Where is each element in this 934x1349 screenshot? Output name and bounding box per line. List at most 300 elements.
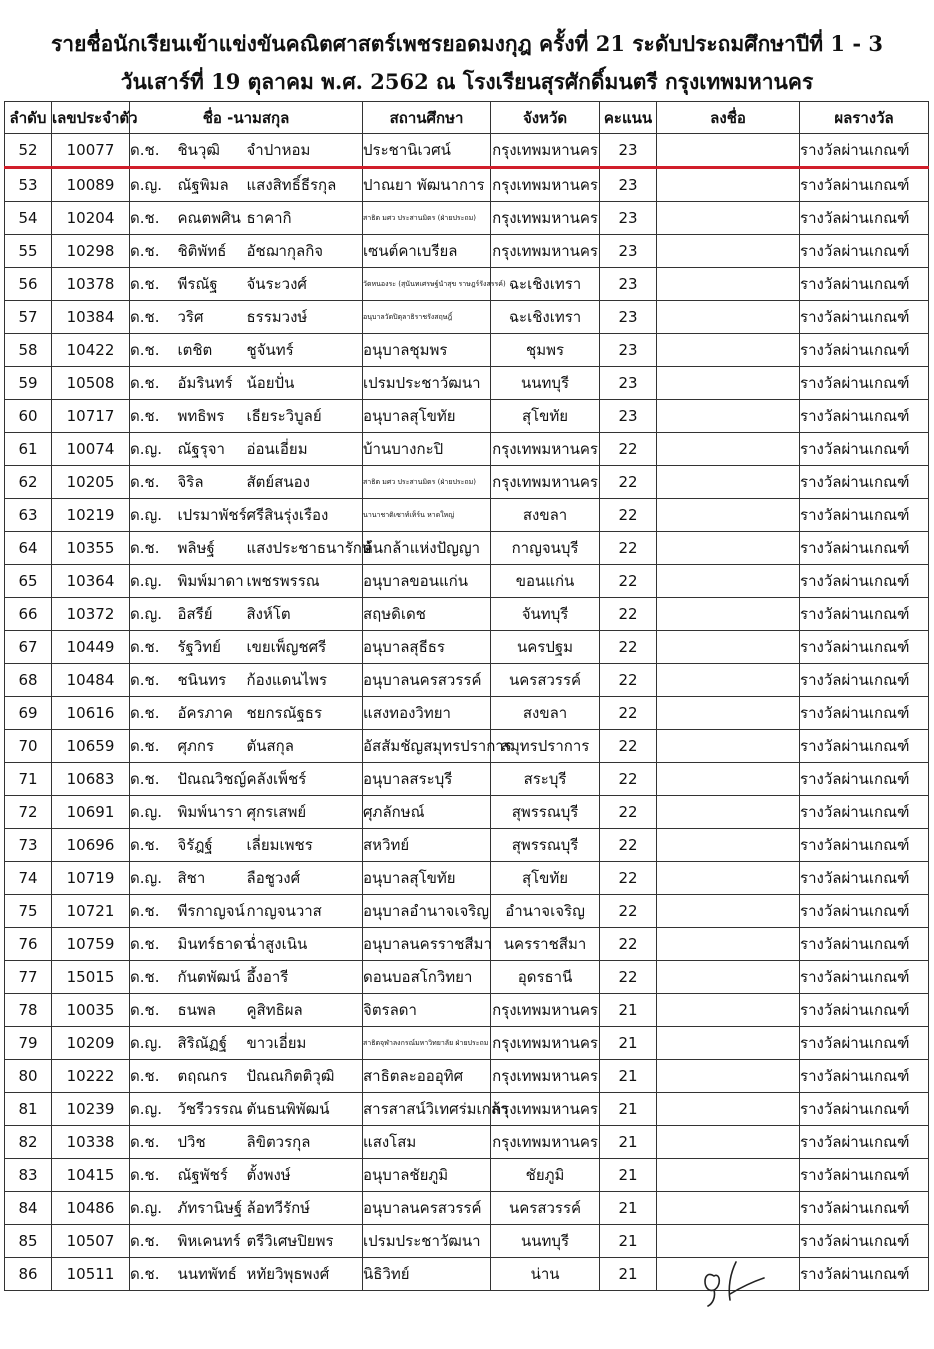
row-province: นนทบุรี bbox=[491, 1225, 600, 1258]
table-row bbox=[5, 829, 929, 862]
row-award: รางวัลผ่านเกณฑ์ bbox=[800, 1126, 929, 1159]
row-school: สฤษดิเดช bbox=[363, 598, 491, 631]
row-last-name: คลังเพ็ชร์ bbox=[247, 763, 363, 796]
row-signature bbox=[657, 268, 800, 301]
row-score: 23 bbox=[600, 400, 657, 433]
row-province: สงขลา bbox=[491, 697, 600, 730]
row-rank: 63 bbox=[5, 499, 52, 532]
row-award: รางวัลผ่านเกณฑ์ bbox=[800, 796, 929, 829]
row-signature bbox=[657, 796, 800, 829]
row-score: 22 bbox=[600, 928, 657, 961]
row-rank: 84 bbox=[5, 1192, 52, 1225]
row-prefix: ด.ช. bbox=[130, 532, 178, 565]
row-score: 21 bbox=[600, 1027, 657, 1060]
row-prefix: ด.ช. bbox=[130, 367, 178, 400]
row-score: 21 bbox=[600, 1225, 657, 1258]
row-last-name: ศุกรเสพย์ bbox=[247, 796, 363, 829]
row-prefix: ด.ช. bbox=[130, 961, 178, 994]
row-prefix: ด.ช. bbox=[130, 1258, 178, 1291]
row-award: รางวัลผ่านเกณฑ์ bbox=[800, 466, 929, 499]
row-school: สหวิทย์ bbox=[363, 829, 491, 862]
header-province: จังหวัด bbox=[491, 102, 600, 134]
row-rank: 65 bbox=[5, 565, 52, 598]
row-first-name: สิชา bbox=[178, 862, 247, 895]
row-prefix: ด.ช. bbox=[130, 895, 178, 928]
table-row bbox=[5, 862, 929, 895]
row-province: สระบุรี bbox=[491, 763, 600, 796]
row-first-name: จิริล bbox=[178, 466, 247, 499]
row-score: 23 bbox=[600, 301, 657, 334]
row-id: 10449 bbox=[52, 631, 130, 664]
row-province: กรุงเทพมหานคร bbox=[491, 134, 600, 168]
row-school: อนุบาลสุโขทัย bbox=[363, 862, 491, 895]
row-signature bbox=[657, 1027, 800, 1060]
row-id: 10089 bbox=[52, 168, 130, 202]
row-score: 22 bbox=[600, 433, 657, 466]
row-rank: 73 bbox=[5, 829, 52, 862]
row-score: 23 bbox=[600, 235, 657, 268]
row-rank: 57 bbox=[5, 301, 52, 334]
row-signature bbox=[657, 433, 800, 466]
row-prefix: ด.ช. bbox=[130, 134, 178, 168]
row-rank: 54 bbox=[5, 202, 52, 235]
row-signature bbox=[657, 565, 800, 598]
row-id: 10074 bbox=[52, 433, 130, 466]
row-rank: 85 bbox=[5, 1225, 52, 1258]
row-id: 10415 bbox=[52, 1159, 130, 1192]
row-signature bbox=[657, 235, 800, 268]
row-award: รางวัลผ่านเกณฑ์ bbox=[800, 1027, 929, 1060]
row-school: สารสาสน์วิเทศร่มเกล้า bbox=[363, 1093, 491, 1126]
row-score: 21 bbox=[600, 1258, 657, 1291]
table-row bbox=[5, 235, 929, 268]
header-name: ชื่อ -นามสกุล bbox=[130, 102, 363, 134]
row-id: 10219 bbox=[52, 499, 130, 532]
row-signature bbox=[657, 134, 800, 168]
row-id: 10484 bbox=[52, 664, 130, 697]
row-prefix: ด.ญ. bbox=[130, 862, 178, 895]
table-row bbox=[5, 928, 929, 961]
row-id: 10759 bbox=[52, 928, 130, 961]
row-award: รางวัลผ่านเกณฑ์ bbox=[800, 565, 929, 598]
row-first-name: ตฤณกร bbox=[178, 1060, 247, 1093]
row-award: รางวัลผ่านเกณฑ์ bbox=[800, 202, 929, 235]
row-rank: 68 bbox=[5, 664, 52, 697]
row-prefix: ด.ช. bbox=[130, 1126, 178, 1159]
row-first-name: กันตพัฒน์ bbox=[178, 961, 247, 994]
row-prefix: ด.ญ. bbox=[130, 168, 178, 202]
row-award: รางวัลผ่านเกณฑ์ bbox=[800, 301, 929, 334]
row-rank: 66 bbox=[5, 598, 52, 631]
row-school: สาธิตจุฬาลงกรณ์มหาวิทยาลัย ฝ่ายประถม bbox=[363, 1027, 491, 1060]
row-province: น่าน bbox=[491, 1258, 600, 1291]
table-row bbox=[5, 1093, 929, 1126]
row-prefix: ด.ช. bbox=[130, 268, 178, 301]
table-row bbox=[5, 334, 929, 367]
row-award: รางวัลผ่านเกณฑ์ bbox=[800, 862, 929, 895]
row-id: 10719 bbox=[52, 862, 130, 895]
row-prefix: ด.ญ. bbox=[130, 433, 178, 466]
row-last-name: จำปาหอม bbox=[247, 134, 363, 168]
table-row bbox=[5, 433, 929, 466]
row-province: สมุทรปราการ bbox=[491, 730, 600, 763]
row-province: กรุงเทพมหานคร bbox=[491, 1060, 600, 1093]
table-row bbox=[5, 796, 929, 829]
row-award: รางวัลผ่านเกณฑ์ bbox=[800, 1060, 929, 1093]
row-award: รางวัลผ่านเกณฑ์ bbox=[800, 598, 929, 631]
row-province: กรุงเทพมหานคร bbox=[491, 466, 600, 499]
row-first-name: พิหเคนทร์ bbox=[178, 1225, 247, 1258]
row-province: อำนาจเจริญ bbox=[491, 895, 600, 928]
row-last-name: อัชฌากุลกิจ bbox=[247, 235, 363, 268]
row-first-name: นนทพัทธ์ bbox=[178, 1258, 247, 1291]
table-row bbox=[5, 134, 929, 168]
row-award: รางวัลผ่านเกณฑ์ bbox=[800, 1258, 929, 1291]
row-id: 10691 bbox=[52, 796, 130, 829]
header-rank: ลำดับ bbox=[5, 102, 52, 134]
row-prefix: ด.ช. bbox=[130, 829, 178, 862]
row-school: อนุบาลอำนาจเจริญ bbox=[363, 895, 491, 928]
table-row bbox=[5, 961, 929, 994]
row-last-name: จันระวงศ์ bbox=[247, 268, 363, 301]
row-award: รางวัลผ่านเกณฑ์ bbox=[800, 1159, 929, 1192]
row-first-name: ชินวุฒิ bbox=[178, 134, 247, 168]
row-award: รางวัลผ่านเกณฑ์ bbox=[800, 928, 929, 961]
row-school: เซนต์คาเบรียล bbox=[363, 235, 491, 268]
row-last-name: ลิขิตวรกุล bbox=[247, 1126, 363, 1159]
row-signature bbox=[657, 1093, 800, 1126]
row-signature bbox=[657, 829, 800, 862]
row-school: เปรมประชาวัฒนา bbox=[363, 367, 491, 400]
row-id: 15015 bbox=[52, 961, 130, 994]
row-prefix: ด.ช. bbox=[130, 1225, 178, 1258]
row-award: รางวัลผ่านเกณฑ์ bbox=[800, 235, 929, 268]
row-first-name: พีรณัฐ bbox=[178, 268, 247, 301]
row-id: 10035 bbox=[52, 994, 130, 1027]
row-rank: 78 bbox=[5, 994, 52, 1027]
row-first-name: วริศ bbox=[178, 301, 247, 334]
row-school: วัดหนองระ (สุนันทเศรษฐ์นำสุข ราษฎร์รังสรรค์) bbox=[363, 268, 491, 301]
row-prefix: ด.ญ. bbox=[130, 499, 178, 532]
row-rank: 76 bbox=[5, 928, 52, 961]
document-subtitle: วันเสาร์ที่ 19 ตุลาคม พ.ศ. 2562 ณ โรงเรียนสุรศักดิ์มนตรี กรุงเทพมหานคร bbox=[120, 69, 814, 94]
row-school: ต้นกล้าแห่งปัญญา bbox=[363, 532, 491, 565]
row-province: สงขลา bbox=[491, 499, 600, 532]
row-prefix: ด.ช. bbox=[130, 1060, 178, 1093]
row-last-name: แสงสิทธิ์ธีรกุล bbox=[247, 168, 363, 202]
row-prefix: ด.ช. bbox=[130, 1159, 178, 1192]
row-rank: 58 bbox=[5, 334, 52, 367]
row-province: นครปฐม bbox=[491, 631, 600, 664]
row-rank: 53 bbox=[5, 168, 52, 202]
row-score: 22 bbox=[600, 961, 657, 994]
table-row bbox=[5, 400, 929, 433]
row-rank: 52 bbox=[5, 134, 52, 168]
row-signature bbox=[657, 301, 800, 334]
row-first-name: เปรมาพัชร์ bbox=[178, 499, 247, 532]
row-school: แสงโสม bbox=[363, 1126, 491, 1159]
table-row bbox=[5, 1027, 929, 1060]
row-score: 21 bbox=[600, 1159, 657, 1192]
row-rank: 71 bbox=[5, 763, 52, 796]
row-school: อนุบาลนครสวรรค์ bbox=[363, 1192, 491, 1225]
row-province: กรุงเทพมหานคร bbox=[491, 1027, 600, 1060]
row-prefix: ด.ญ. bbox=[130, 796, 178, 829]
row-id: 10616 bbox=[52, 697, 130, 730]
row-id: 10721 bbox=[52, 895, 130, 928]
row-prefix: ด.ช. bbox=[130, 994, 178, 1027]
row-last-name: ลือชูวงศ์ bbox=[247, 862, 363, 895]
row-score: 22 bbox=[600, 862, 657, 895]
row-id: 10077 bbox=[52, 134, 130, 168]
row-last-name: สัตย์สนอง bbox=[247, 466, 363, 499]
table-row bbox=[5, 367, 929, 400]
row-score: 22 bbox=[600, 796, 657, 829]
row-prefix: ด.ญ. bbox=[130, 565, 178, 598]
row-province: กาญจนบุรี bbox=[491, 532, 600, 565]
row-signature bbox=[657, 202, 800, 235]
row-school: เปรมประชาวัฒนา bbox=[363, 1225, 491, 1258]
table-row bbox=[5, 631, 929, 664]
row-signature bbox=[657, 631, 800, 664]
row-school: อนุบาลวัดปิตุลาธิราชรังสฤษฎิ์ bbox=[363, 301, 491, 334]
row-score: 22 bbox=[600, 565, 657, 598]
row-award: รางวัลผ่านเกณฑ์ bbox=[800, 1093, 929, 1126]
table-row bbox=[5, 598, 929, 631]
row-rank: 83 bbox=[5, 1159, 52, 1192]
row-rank: 61 bbox=[5, 433, 52, 466]
row-award: รางวัลผ่านเกณฑ์ bbox=[800, 730, 929, 763]
row-province: นครสวรรค์ bbox=[491, 1192, 600, 1225]
row-signature bbox=[657, 532, 800, 565]
row-school: สาธิตละอออุทิศ bbox=[363, 1060, 491, 1093]
row-score: 23 bbox=[600, 202, 657, 235]
row-first-name: ชนินทร bbox=[178, 664, 247, 697]
row-first-name: ณัฐรุจา bbox=[178, 433, 247, 466]
row-prefix: ด.ช. bbox=[130, 631, 178, 664]
row-signature bbox=[657, 598, 800, 631]
row-score: 23 bbox=[600, 134, 657, 168]
row-province: อุดรธานี bbox=[491, 961, 600, 994]
row-school: ศุภลักษณ์ bbox=[363, 796, 491, 829]
row-prefix: ด.ช. bbox=[130, 400, 178, 433]
row-signature bbox=[657, 1126, 800, 1159]
row-first-name: อัมรินทร์ bbox=[178, 367, 247, 400]
row-prefix: ด.ช. bbox=[130, 301, 178, 334]
row-score: 22 bbox=[600, 532, 657, 565]
row-prefix: ด.ช. bbox=[130, 235, 178, 268]
row-school: อนุบาลสุธีธร bbox=[363, 631, 491, 664]
row-score: 21 bbox=[600, 1126, 657, 1159]
row-first-name: คณตพศิน bbox=[178, 202, 247, 235]
row-last-name: สิงห์โต bbox=[247, 598, 363, 631]
row-rank: 82 bbox=[5, 1126, 52, 1159]
row-signature bbox=[657, 1060, 800, 1093]
row-prefix: ด.ช. bbox=[130, 334, 178, 367]
row-award: รางวัลผ่านเกณฑ์ bbox=[800, 829, 929, 862]
row-rank: 56 bbox=[5, 268, 52, 301]
row-province: ชัยภูมิ bbox=[491, 1159, 600, 1192]
row-last-name: ชยกรณัฐธร bbox=[247, 697, 363, 730]
row-id: 10204 bbox=[52, 202, 130, 235]
row-score: 22 bbox=[600, 730, 657, 763]
row-id: 10486 bbox=[52, 1192, 130, 1225]
row-province: กรุงเทพมหานคร bbox=[491, 433, 600, 466]
row-province: นครสวรรค์ bbox=[491, 664, 600, 697]
row-last-name: เขยเพ็ญชศรี bbox=[247, 631, 363, 664]
row-award: รางวัลผ่านเกณฑ์ bbox=[800, 367, 929, 400]
row-first-name: จิรัฎฐ์ bbox=[178, 829, 247, 862]
row-id: 10378 bbox=[52, 268, 130, 301]
row-last-name: ก้องแดนไพร bbox=[247, 664, 363, 697]
row-last-name: น้อยปั่น bbox=[247, 367, 363, 400]
row-province: ขอนแก่น bbox=[491, 565, 600, 598]
row-rank: 62 bbox=[5, 466, 52, 499]
row-id: 10422 bbox=[52, 334, 130, 367]
row-id: 10298 bbox=[52, 235, 130, 268]
row-score: 23 bbox=[600, 334, 657, 367]
row-award: รางวัลผ่านเกณฑ์ bbox=[800, 499, 929, 532]
row-school: ประชานิเวศน์ bbox=[363, 134, 491, 168]
row-province: กรุงเทพมหานคร bbox=[491, 1093, 600, 1126]
row-signature bbox=[657, 895, 800, 928]
table-row bbox=[5, 565, 929, 598]
row-last-name: ตั้งพงษ์ bbox=[247, 1159, 363, 1192]
row-school: อนุบาลชุมพร bbox=[363, 334, 491, 367]
row-id: 10659 bbox=[52, 730, 130, 763]
row-rank: 55 bbox=[5, 235, 52, 268]
table-row bbox=[5, 532, 929, 565]
row-last-name: ปัณณกิตติวุฒิ bbox=[247, 1060, 363, 1093]
table-row bbox=[5, 466, 929, 499]
row-school: นิธิวิทย์ bbox=[363, 1258, 491, 1291]
row-first-name: พทธิพร bbox=[178, 400, 247, 433]
row-score: 22 bbox=[600, 895, 657, 928]
row-rank: 70 bbox=[5, 730, 52, 763]
table-header-row bbox=[5, 102, 929, 134]
row-signature bbox=[657, 1159, 800, 1192]
row-score: 23 bbox=[600, 268, 657, 301]
row-prefix: ด.ช. bbox=[130, 202, 178, 235]
row-first-name: เตชิต bbox=[178, 334, 247, 367]
row-last-name: เพชรพรรณ bbox=[247, 565, 363, 598]
row-award: รางวัลผ่านเกณฑ์ bbox=[800, 961, 929, 994]
row-id: 10372 bbox=[52, 598, 130, 631]
row-school: อนุบาลสระบุรี bbox=[363, 763, 491, 796]
row-first-name: ณัฐพัชร์ bbox=[178, 1159, 247, 1192]
table-row bbox=[5, 499, 929, 532]
row-id: 10508 bbox=[52, 367, 130, 400]
row-prefix: ด.ช. bbox=[130, 730, 178, 763]
row-first-name: ศุภกร bbox=[178, 730, 247, 763]
row-score: 22 bbox=[600, 466, 657, 499]
row-signature bbox=[657, 1225, 800, 1258]
row-province: กรุงเทพมหานคร bbox=[491, 235, 600, 268]
table-row bbox=[5, 268, 929, 301]
handwritten-signature bbox=[700, 1258, 770, 1308]
row-award: รางวัลผ่านเกณฑ์ bbox=[800, 334, 929, 367]
row-province: ชุมพร bbox=[491, 334, 600, 367]
row-id: 10511 bbox=[52, 1258, 130, 1291]
row-id: 10239 bbox=[52, 1093, 130, 1126]
row-award: รางวัลผ่านเกณฑ์ bbox=[800, 631, 929, 664]
row-score: 22 bbox=[600, 763, 657, 796]
table-row bbox=[5, 994, 929, 1027]
row-award: รางวัลผ่านเกณฑ์ bbox=[800, 1192, 929, 1225]
row-first-name: พิมพ์นารา bbox=[178, 796, 247, 829]
row-first-name: ภัทรานิษฐ์ bbox=[178, 1192, 247, 1225]
row-score: 22 bbox=[600, 829, 657, 862]
row-school: สาธิต มศว ประสานมิตร (ฝ่ายประถม) bbox=[363, 202, 491, 235]
header-score: คะแนน bbox=[600, 102, 657, 134]
row-signature bbox=[657, 334, 800, 367]
row-signature bbox=[657, 763, 800, 796]
row-province: นนทบุรี bbox=[491, 367, 600, 400]
row-province: กรุงเทพมหานคร bbox=[491, 202, 600, 235]
row-signature bbox=[657, 1192, 800, 1225]
row-school: อนุบาลนครราชสีมา bbox=[363, 928, 491, 961]
results-table bbox=[4, 101, 929, 1291]
table-row bbox=[5, 1258, 929, 1291]
row-province: กรุงเทพมหานคร bbox=[491, 168, 600, 202]
row-id: 10338 bbox=[52, 1126, 130, 1159]
row-prefix: ด.ช. bbox=[130, 466, 178, 499]
row-first-name: สิริณัฏฐ์ bbox=[178, 1027, 247, 1060]
row-first-name: ณัฐพิมล bbox=[178, 168, 247, 202]
row-prefix: ด.ช. bbox=[130, 928, 178, 961]
row-province: นครราชสีมา bbox=[491, 928, 600, 961]
row-province: สุโขทัย bbox=[491, 400, 600, 433]
header-signature: ลงชื่อ bbox=[657, 102, 800, 134]
row-score: 22 bbox=[600, 697, 657, 730]
row-id: 10222 bbox=[52, 1060, 130, 1093]
row-signature bbox=[657, 961, 800, 994]
row-signature bbox=[657, 862, 800, 895]
row-last-name: ขาวเอี่ยม bbox=[247, 1027, 363, 1060]
row-prefix: ด.ญ. bbox=[130, 1192, 178, 1225]
row-school: อนุบาลขอนแก่น bbox=[363, 565, 491, 598]
row-signature bbox=[657, 499, 800, 532]
header-award: ผลรางวัล bbox=[800, 102, 929, 134]
row-first-name: รัฐวิทย์ bbox=[178, 631, 247, 664]
header-id: เลขประจำตัว bbox=[52, 102, 130, 134]
row-last-name: ธรรมวงษ์ bbox=[247, 301, 363, 334]
row-score: 22 bbox=[600, 664, 657, 697]
row-first-name: อัครภาค bbox=[178, 697, 247, 730]
row-signature bbox=[657, 367, 800, 400]
header-school: สถานศึกษา bbox=[363, 102, 491, 134]
row-score: 23 bbox=[600, 367, 657, 400]
row-score: 22 bbox=[600, 598, 657, 631]
row-last-name: คูสิทธิผล bbox=[247, 994, 363, 1027]
table-row bbox=[5, 763, 929, 796]
row-rank: 72 bbox=[5, 796, 52, 829]
row-last-name: ศรีสินรุ่งเรือง bbox=[247, 499, 363, 532]
row-last-name: ตรีวิเศษปิยพร bbox=[247, 1225, 363, 1258]
row-id: 10205 bbox=[52, 466, 130, 499]
row-signature bbox=[657, 466, 800, 499]
row-first-name: อิสรีย์ bbox=[178, 598, 247, 631]
row-first-name: ปวิช bbox=[178, 1126, 247, 1159]
row-award: รางวัลผ่านเกณฑ์ bbox=[800, 532, 929, 565]
row-rank: 64 bbox=[5, 532, 52, 565]
row-last-name: ชูจันทร์ bbox=[247, 334, 363, 367]
row-score: 21 bbox=[600, 1093, 657, 1126]
row-signature bbox=[657, 664, 800, 697]
table-row bbox=[5, 664, 929, 697]
row-last-name: หทัยวิพุธพงศ์ bbox=[247, 1258, 363, 1291]
row-signature bbox=[657, 928, 800, 961]
